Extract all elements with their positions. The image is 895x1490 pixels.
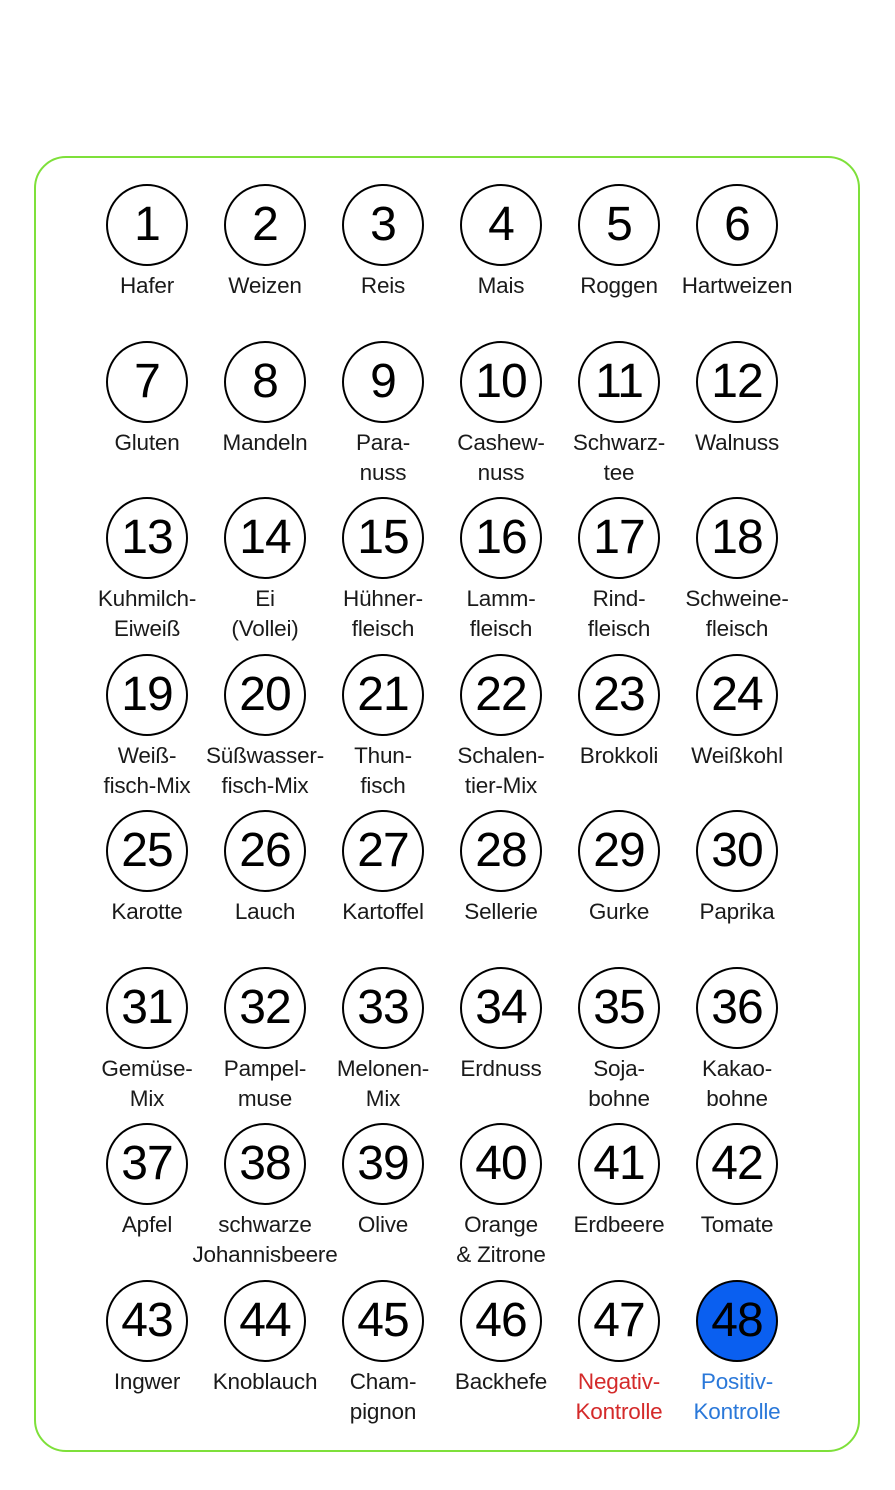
allergen-label-line: bohne — [588, 1085, 650, 1111]
allergen-label-line: fisch-Mix — [103, 772, 191, 798]
allergen-number-circle: 14 — [224, 497, 306, 579]
allergen-label — [223, 428, 308, 458]
allergen-label-line: Reis — [360, 273, 406, 298]
allergen-label-line: Soja- — [593, 1055, 645, 1081]
allergen-label-line: fleisch — [587, 616, 651, 641]
allergen-label-line: nuss — [477, 459, 525, 485]
allergen-label-line: Gemüse- — [101, 1055, 193, 1081]
allergen-label-line: Karotte — [111, 899, 183, 924]
allergen-number-circle: 47 — [578, 1280, 660, 1362]
allergen-number-circle: 8 — [224, 341, 306, 423]
allergen-cell — [442, 967, 560, 1124]
allergen-cell — [324, 1280, 442, 1437]
allergen-cell — [88, 497, 206, 654]
allergen-number-circle: 29 — [578, 810, 660, 892]
allergen-label — [457, 741, 544, 801]
allergen-label — [693, 1367, 780, 1427]
allergen-cell — [560, 654, 678, 811]
allergen-number-circle: 17 — [578, 497, 660, 579]
allergen-cell — [88, 654, 206, 811]
allergen-cell — [560, 810, 678, 967]
allergen-label — [206, 741, 324, 801]
allergen-cell — [678, 497, 796, 654]
allergen-cell — [678, 1123, 796, 1280]
allergen-cell — [324, 184, 442, 341]
allergen-grid — [88, 184, 808, 1436]
allergen-label — [691, 741, 783, 771]
allergen-label — [114, 428, 179, 458]
allergen-cell — [206, 497, 324, 654]
allergen-cell — [206, 341, 324, 498]
allergen-label-line: Olive — [357, 1212, 409, 1237]
allergen-cell — [206, 810, 324, 967]
allergen-label-line: (Vollei) — [231, 616, 299, 641]
allergen-number-circle: 48 — [696, 1280, 778, 1362]
allergen-label — [700, 897, 775, 927]
allergen-label — [120, 271, 174, 301]
allergen-label — [466, 584, 535, 644]
allergen-label-line: Mandeln — [222, 429, 308, 455]
allergen-number-circle: 39 — [342, 1123, 424, 1205]
allergen-cell — [206, 967, 324, 1124]
allergen-cell — [560, 1280, 678, 1437]
allergen-label-line: Johannisbeere — [192, 1242, 338, 1267]
allergen-label-line: fleisch — [469, 616, 533, 641]
allergen-cell — [442, 497, 560, 654]
allergen-cell — [324, 810, 442, 967]
allergen-label — [228, 271, 301, 301]
allergen-label-line: Rind- — [592, 586, 646, 611]
allergen-label-line: Pampel- — [223, 1055, 307, 1081]
allergen-cell — [560, 184, 678, 341]
allergen-number-circle: 16 — [460, 497, 542, 579]
allergen-label-line: Kuhmilch- — [97, 586, 197, 611]
allergen-cell — [88, 810, 206, 967]
allergen-label-line: Tomate — [700, 1212, 774, 1237]
allergen-label-line: Paprika — [699, 899, 775, 924]
allergen-label — [460, 1054, 541, 1084]
allergen-label-line: Ingwer — [113, 1368, 181, 1394]
allergen-number-circle: 40 — [460, 1123, 542, 1205]
allergen-label — [575, 1367, 662, 1427]
allergen-number-circle: 22 — [460, 654, 542, 736]
allergen-label-line: fisch-Mix — [221, 772, 309, 798]
allergen-number-circle: 46 — [460, 1280, 542, 1362]
allergen-cell — [88, 1280, 206, 1437]
allergen-label-line: Gurke — [588, 899, 650, 924]
allergen-cell — [678, 1280, 796, 1437]
allergen-number-circle: 45 — [342, 1280, 424, 1362]
allergen-cell — [88, 341, 206, 498]
allergen-label-line: Apfel — [121, 1212, 173, 1237]
allergen-number-circle: 15 — [342, 497, 424, 579]
allergen-label — [231, 584, 298, 644]
allergen-number-circle: 42 — [696, 1123, 778, 1205]
allergen-label — [356, 428, 410, 488]
allergen-label-line: tee — [603, 459, 635, 485]
allergen-label-line: Mix — [129, 1085, 165, 1111]
allergen-number-circle: 32 — [224, 967, 306, 1049]
allergen-number-circle: 9 — [342, 341, 424, 423]
allergen-label-line: Melonen- — [336, 1055, 430, 1081]
allergen-label — [224, 1054, 306, 1114]
allergen-label — [457, 428, 544, 488]
allergen-label-line: Lauch — [234, 899, 296, 924]
allergen-number-circle: 28 — [460, 810, 542, 892]
allergen-number-circle: 27 — [342, 810, 424, 892]
allergen-cell — [206, 184, 324, 341]
allergen-label — [354, 741, 412, 801]
allergen-label-line: Weiß- — [117, 742, 177, 768]
allergen-number-circle: 33 — [342, 967, 424, 1049]
allergen-cell — [442, 1280, 560, 1437]
allergen-label-line: Sellerie — [464, 899, 538, 924]
allergen-number-circle: 2 — [224, 184, 306, 266]
allergen-label-line: Kakao- — [701, 1055, 773, 1081]
allergen-label — [456, 1210, 546, 1270]
allergen-cell — [442, 654, 560, 811]
allergen-label — [122, 1210, 172, 1240]
allergen-cell — [324, 497, 442, 654]
allergen-label — [455, 1367, 547, 1397]
allergen-label-line: Eiweiß — [113, 616, 181, 641]
allergen-label-line: Schweine- — [685, 586, 789, 611]
allergen-label — [193, 1210, 338, 1270]
allergen-label — [104, 741, 191, 801]
allergen-label-line: Lamm- — [466, 586, 536, 611]
allergen-number-circle: 37 — [106, 1123, 188, 1205]
allergen-label-line: Gluten — [114, 429, 180, 455]
allergen-label — [574, 1210, 665, 1240]
allergen-cell — [560, 967, 678, 1124]
allergen-label — [580, 741, 658, 771]
allergen-number-circle: 26 — [224, 810, 306, 892]
allergen-label-line: Negativ- — [577, 1368, 661, 1394]
allergen-label-line: Ei — [255, 586, 275, 611]
allergen-label-line: Kontrolle — [693, 1398, 781, 1424]
allergen-cell — [206, 654, 324, 811]
allergen-label-line: Cashew- — [457, 429, 545, 455]
allergen-label-line: schwarze — [218, 1212, 312, 1237]
allergen-number-circle: 3 — [342, 184, 424, 266]
allergen-label-line: nuss — [359, 459, 407, 485]
allergen-cell — [678, 810, 796, 967]
allergen-number-circle: 5 — [578, 184, 660, 266]
allergen-label-line: & Zitrone — [456, 1242, 546, 1267]
allergen-label — [361, 271, 405, 301]
allergen-number-circle: 12 — [696, 341, 778, 423]
allergen-label-line: Backhefe — [454, 1368, 548, 1394]
allergen-number-circle: 19 — [106, 654, 188, 736]
allergen-label — [342, 897, 424, 927]
allergen-cell — [560, 1123, 678, 1280]
allergen-cell — [324, 654, 442, 811]
allergen-label — [580, 271, 658, 301]
allergen-label-line: Para- — [355, 429, 411, 455]
allergen-label — [478, 271, 525, 301]
allergen-number-circle: 41 — [578, 1123, 660, 1205]
allergen-number-circle: 34 — [460, 967, 542, 1049]
allergen-cell — [324, 341, 442, 498]
allergen-number-circle: 30 — [696, 810, 778, 892]
allergen-label-line: Walnuss — [694, 429, 780, 455]
allergen-cell — [324, 967, 442, 1124]
allergen-number-circle: 36 — [696, 967, 778, 1049]
allergen-label-line: fleisch — [705, 616, 769, 641]
allergen-cell — [88, 967, 206, 1124]
allergen-label-line: Erdbeere — [573, 1212, 665, 1237]
allergen-number-circle: 31 — [106, 967, 188, 1049]
allergen-label — [358, 1210, 408, 1240]
allergen-label-line: Erdnuss — [460, 1055, 542, 1081]
allergen-label-line: fisch — [360, 772, 406, 798]
allergen-number-circle: 25 — [106, 810, 188, 892]
allergen-number-circle: 23 — [578, 654, 660, 736]
allergen-number-circle: 4 — [460, 184, 542, 266]
allergen-number-circle: 44 — [224, 1280, 306, 1362]
allergen-label — [235, 897, 295, 927]
allergen-number-circle: 13 — [106, 497, 188, 579]
allergen-label-line: Hafer — [119, 273, 175, 298]
allergen-label-line: Knoblauch — [212, 1368, 318, 1394]
allergen-cell — [678, 654, 796, 811]
allergen-cell — [678, 341, 796, 498]
allergen-label-line: Hühner- — [343, 586, 423, 611]
allergen-number-circle: 35 — [578, 967, 660, 1049]
allergen-cell — [88, 1123, 206, 1280]
allergen-cell — [442, 810, 560, 967]
allergen-number-circle: 43 — [106, 1280, 188, 1362]
allergen-label-line: fleisch — [351, 616, 415, 641]
allergen-label — [588, 584, 650, 644]
allergen-label — [588, 1054, 650, 1114]
allergen-label-line: Mix — [365, 1085, 401, 1111]
allergen-cell — [442, 184, 560, 341]
allergen-label — [213, 1367, 318, 1397]
allergen-label-line: Weizen — [228, 273, 302, 298]
allergen-number-circle: 11 — [578, 341, 660, 423]
allergen-label — [350, 1367, 417, 1427]
allergen-number-circle: 18 — [696, 497, 778, 579]
allergen-label — [101, 1054, 192, 1114]
allergen-label — [464, 897, 537, 927]
allergen-number-circle: 1 — [106, 184, 188, 266]
allergen-number-circle: 24 — [696, 654, 778, 736]
allergen-label-line: Roggen — [580, 273, 658, 298]
allergen-cell — [206, 1280, 324, 1437]
allergen-label-line: Thun- — [354, 742, 412, 768]
allergen-cell — [442, 341, 560, 498]
allergen-label-line: Schalen- — [457, 742, 545, 768]
allergen-label — [343, 584, 423, 644]
allergen-label-line: pignon — [349, 1398, 417, 1424]
allergen-label-line: Positiv- — [700, 1368, 774, 1394]
allergen-label-line: Kartoffel — [342, 899, 424, 924]
allergen-label — [685, 584, 788, 644]
allergen-number-circle: 20 — [224, 654, 306, 736]
allergen-label-line: Cham- — [349, 1368, 417, 1394]
allergen-number-circle: 6 — [696, 184, 778, 266]
allergen-label-line: Orange — [464, 1212, 538, 1237]
allergen-cell — [560, 497, 678, 654]
allergen-label-line: Kontrolle — [575, 1398, 663, 1424]
allergen-number-circle: 10 — [460, 341, 542, 423]
allergen-label — [111, 897, 182, 927]
allergen-cell — [442, 1123, 560, 1280]
allergen-cell — [678, 967, 796, 1124]
allergen-label-line: tier-Mix — [464, 772, 538, 798]
allergen-label-line: Mais — [477, 273, 525, 298]
allergen-cell — [192, 1123, 338, 1280]
allergen-label-line: Brokkoli — [579, 742, 659, 768]
allergen-label — [337, 1054, 429, 1114]
allergen-label — [589, 897, 649, 927]
allergen-label — [114, 1367, 180, 1397]
allergen-cell — [324, 1123, 442, 1280]
allergen-number-circle: 38 — [224, 1123, 306, 1205]
allergen-number-circle: 7 — [106, 341, 188, 423]
allergen-cell — [678, 184, 796, 341]
allergen-label — [702, 1054, 772, 1114]
allergen-label-line: Schwarz- — [572, 429, 666, 455]
allergen-label — [98, 584, 196, 644]
allergen-label — [695, 428, 779, 458]
allergen-label-line: Weißkohl — [691, 742, 783, 768]
allergen-label — [682, 271, 793, 301]
allergen-label — [701, 1210, 774, 1240]
allergen-cell — [88, 184, 206, 341]
allergen-number-circle: 21 — [342, 654, 424, 736]
allergen-label-line: Hartweizen — [681, 273, 793, 298]
allergen-label-line: bohne — [706, 1085, 768, 1111]
allergen-label-line: muse — [237, 1085, 293, 1111]
allergen-label-line: Süßwasser- — [205, 742, 325, 768]
allergen-cell — [560, 341, 678, 498]
allergen-label — [573, 428, 665, 488]
